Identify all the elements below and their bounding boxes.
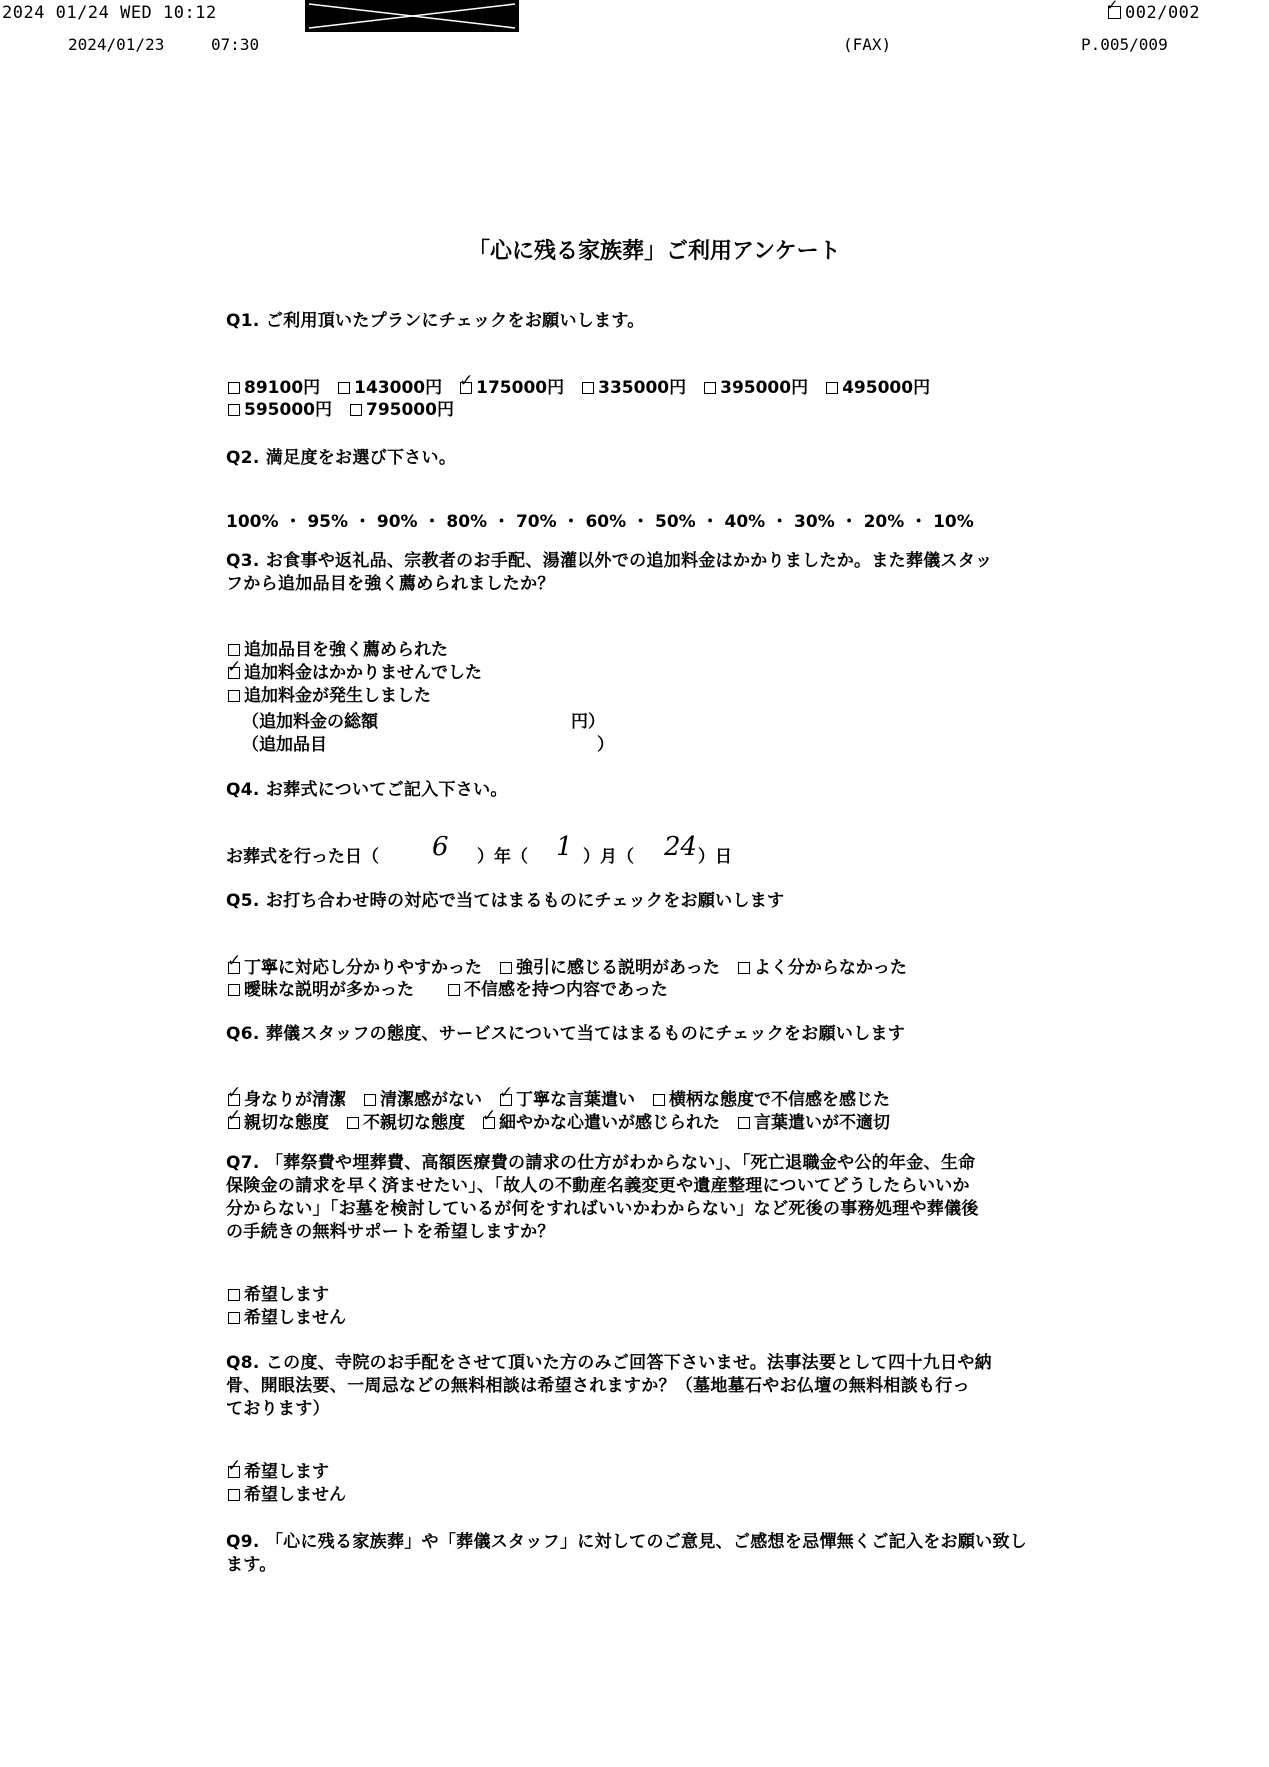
q5-option[interactable]: よく分からなかった bbox=[738, 958, 907, 978]
checkbox[interactable] bbox=[738, 1117, 750, 1129]
q8-line: ております） bbox=[226, 1399, 330, 1419]
checkbox-checked[interactable] bbox=[228, 962, 240, 974]
checkbox[interactable] bbox=[704, 382, 716, 394]
checkbox[interactable] bbox=[500, 962, 512, 974]
checkbox-checked[interactable] bbox=[460, 382, 472, 394]
q7-line: 分からない」「お墓を検討しているが何をすればいいかわからない」など死後の事務処理や葬儀後 bbox=[226, 1199, 979, 1219]
page-title: 「心に残る家族葬」ご利用アンケート bbox=[468, 239, 841, 264]
q5-option[interactable]: ✓丁寧に対応し分かりやすかった bbox=[228, 958, 482, 978]
q1-option[interactable]: 143000円 bbox=[338, 378, 442, 398]
q1-text: Q1. ご利用頂いたプランにチェックをお願いします。 bbox=[226, 311, 645, 331]
q3-text bbox=[226, 550, 992, 596]
q1-option[interactable]: ✓ 175000円 bbox=[460, 378, 564, 398]
q5-option[interactable]: 曖昧な説明が多かった bbox=[228, 980, 414, 1000]
q5-option[interactable]: 不信感を持つ内容であった bbox=[448, 980, 668, 1000]
q6-option[interactable]: 言葉遣いが不適切 bbox=[738, 1113, 890, 1133]
q4-month-unit: ）月（ bbox=[583, 847, 634, 867]
q5-options-row2 bbox=[228, 975, 686, 1000]
q3-option[interactable]: ✓追加料金はかかりませんでした bbox=[228, 662, 482, 685]
q1-option[interactable]: 595000円 bbox=[228, 400, 332, 420]
q4-day-value[interactable]: 24 bbox=[664, 832, 698, 862]
q1-option[interactable]: 395000円 bbox=[704, 378, 808, 398]
checkbox[interactable] bbox=[338, 382, 350, 394]
q1-option[interactable]: 89100円 bbox=[228, 378, 320, 398]
q3-options bbox=[228, 639, 482, 708]
fax-page-count bbox=[1108, 3, 1200, 23]
q4-date-prefix: お葬式を行った日（ bbox=[226, 847, 379, 867]
q4-year-unit: ）年（ bbox=[477, 847, 528, 867]
checkbox[interactable] bbox=[228, 1489, 240, 1501]
q6-options-row1 bbox=[228, 1085, 908, 1110]
checkbox[interactable] bbox=[364, 1094, 376, 1106]
q8-option[interactable]: ✓希望します bbox=[228, 1461, 346, 1484]
q1-option[interactable]: 495000円 bbox=[826, 378, 930, 398]
q6-options-row2 bbox=[228, 1108, 908, 1133]
q3-items-label: （追加品目 bbox=[242, 735, 327, 755]
q4-text: Q4. お葬式についてご記入下さい。 bbox=[226, 780, 508, 800]
q7-line: 保険金の請求を早く済ませたい」、「故人の不動産名義変更や遺産整理についてどうしたらいいか bbox=[226, 1176, 970, 1196]
q7-line: Q7. 「葬祭費や埋葬費、高額医療費の請求の仕方がわからない」、「死亡退職金や公的年金、生命 bbox=[226, 1153, 976, 1173]
checkbox-checked[interactable] bbox=[500, 1094, 512, 1106]
checkbox[interactable] bbox=[738, 962, 750, 974]
checkbox[interactable] bbox=[228, 1289, 240, 1301]
q7-options bbox=[228, 1284, 346, 1330]
q1-option[interactable]: 795000円 bbox=[350, 400, 454, 420]
checkbox[interactable] bbox=[653, 1094, 665, 1106]
q2-text: Q2. 満足度をお選び下さい。 bbox=[226, 448, 457, 468]
q6-option[interactable]: 横柄な態度で不信感を感じた bbox=[653, 1090, 890, 1110]
q3-option[interactable]: 追加料金が発生しました bbox=[228, 685, 482, 708]
checkbox-checked[interactable] bbox=[228, 1094, 240, 1106]
checkbox-checked[interactable] bbox=[228, 1466, 240, 1478]
q4-day-unit: ）日 bbox=[698, 847, 732, 867]
fax-page-number: P.005/009 bbox=[1081, 35, 1168, 54]
redaction-cross-icon bbox=[305, 0, 519, 32]
q5-option[interactable]: 強引に感じる説明があった bbox=[500, 958, 720, 978]
q3-option[interactable]: 追加品目を強く薦められた bbox=[228, 639, 482, 662]
q3-total-unit: 円） bbox=[571, 712, 605, 732]
checkbox[interactable] bbox=[228, 984, 240, 996]
checkbox-checked[interactable] bbox=[228, 1117, 240, 1129]
fax-label: (FAX) bbox=[843, 35, 892, 54]
q7-option[interactable]: 希望しません bbox=[228, 1307, 346, 1330]
q6-option[interactable]: ✓親切な態度 bbox=[228, 1113, 329, 1133]
q2-satisfaction-scale[interactable]: 100% ・ 95% ・ 90% ・ 80% ・ 70% ・ 60% ・ 50% ・ 40% ・ 30% ・ 20% ・ 10% bbox=[226, 512, 974, 532]
fax-timestamp: 2024 01/24 WED 10:12 bbox=[2, 3, 217, 23]
q9-line: Q9. 「心に残る家族葬」や「葬儀スタッフ」に対してのご意見、ご感想を忌憚無くご記入をお願い致し bbox=[226, 1532, 1028, 1552]
checkbox[interactable] bbox=[347, 1117, 359, 1129]
checkbox[interactable] bbox=[228, 644, 240, 656]
fax-page-icon bbox=[1108, 6, 1121, 19]
redacted-block bbox=[305, 0, 519, 32]
q4-month-value[interactable]: 1 bbox=[556, 832, 573, 862]
q8-line: 骨、開眼法要、一周忌などの無料相談は希望されますか？（墓地墓石やお仏壇の無料相談も行っ bbox=[226, 1376, 970, 1396]
q6-option[interactable]: 不親切な態度 bbox=[347, 1113, 465, 1133]
q6-option[interactable]: 清潔感がない bbox=[364, 1090, 482, 1110]
fax-page-count-text: 002/002 bbox=[1125, 3, 1201, 23]
q6-option[interactable]: ✓身なりが清潔 bbox=[228, 1090, 346, 1110]
checkbox[interactable] bbox=[228, 1312, 240, 1324]
q5-text: Q5. お打ち合わせ時の対応で当てはまるものにチェックをお願いします bbox=[226, 891, 785, 911]
q4-year-value[interactable]: 6 bbox=[432, 832, 449, 862]
fax-received-date: 2024/01/23 bbox=[68, 35, 165, 54]
q9-line: ます。 bbox=[226, 1555, 277, 1575]
q8-option[interactable]: 希望しません bbox=[228, 1484, 346, 1507]
q3-line: フから追加品目を強く薦められましたか？ bbox=[226, 574, 555, 594]
q1-options-row2 bbox=[228, 395, 472, 420]
checkbox[interactable] bbox=[350, 404, 362, 416]
checkbox[interactable] bbox=[582, 382, 594, 394]
checkbox[interactable] bbox=[228, 404, 240, 416]
q8-options bbox=[228, 1461, 346, 1507]
q8-text bbox=[226, 1352, 992, 1421]
q3-items-close: ） bbox=[597, 735, 614, 755]
q3-total-label: （追加料金の総額 bbox=[242, 712, 378, 732]
q7-text bbox=[226, 1152, 979, 1244]
q8-line: Q8. この度、寺院のお手配をさせて頂いた方のみご回答下さいませ。法事法要として四十九日や納 bbox=[226, 1353, 992, 1373]
fax-received-time: 07:30 bbox=[211, 35, 260, 54]
checkbox[interactable] bbox=[826, 382, 838, 394]
checkbox[interactable] bbox=[448, 984, 460, 996]
q7-line: の手続きの無料サポートを希望しますか？ bbox=[226, 1222, 555, 1242]
q9-text bbox=[226, 1531, 1027, 1577]
q1-option[interactable]: 335000円 bbox=[582, 378, 686, 398]
q6-option[interactable]: ✓ 丁寧な言葉遣い bbox=[500, 1090, 635, 1110]
checkbox[interactable] bbox=[228, 382, 240, 394]
q3-line: Q3. お食事や返礼品、宗教者のお手配、湯灌以外での追加料金はかかりましたか。また葬儀スタッ bbox=[226, 551, 993, 571]
q7-option[interactable]: 希望します bbox=[228, 1284, 346, 1307]
checkbox-checked[interactable] bbox=[228, 667, 240, 679]
q6-option[interactable]: ✓ 細やかな心遣いが感じられた bbox=[483, 1113, 720, 1133]
checkbox-checked[interactable] bbox=[483, 1117, 495, 1129]
q6-text: Q6. 葬儀スタッフの態度、サービスについて当てはまるものにチェックをお願いします bbox=[226, 1024, 906, 1044]
checkbox[interactable] bbox=[228, 690, 240, 702]
